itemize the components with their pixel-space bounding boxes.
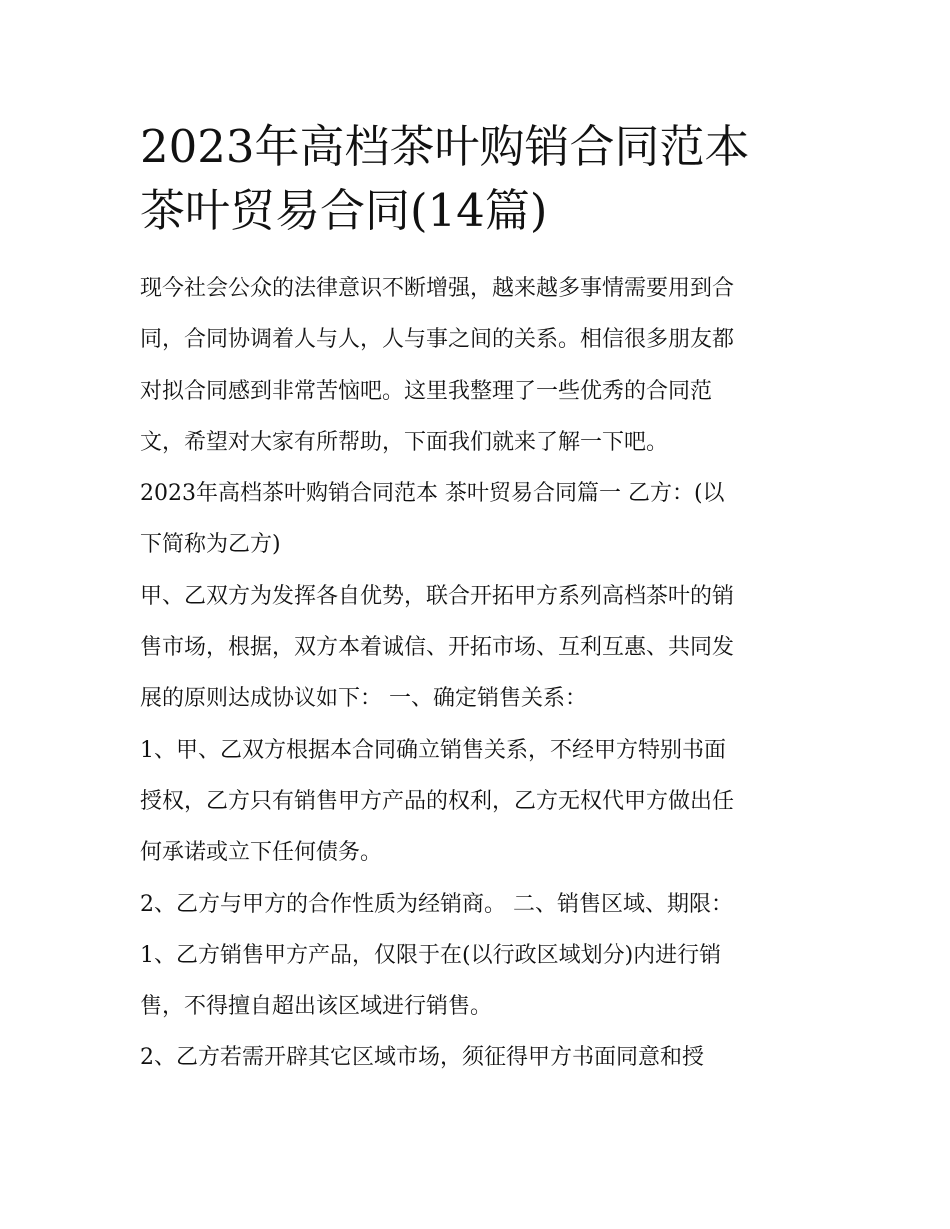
- body-line: 下简称为乙方): [140, 532, 281, 558]
- body-line: 现今社会公众的法律意识不断增强，越来越多事情需要用到合: [140, 276, 735, 301]
- body-line: 售，不得擅自超出该区域进行销售。: [140, 994, 493, 1020]
- body-line: 1、甲、乙双方根据本合同确立销售关系，不经甲方特别书面: [140, 737, 726, 763]
- title-line-1: 2023年高档茶叶购销合同范本: [140, 120, 750, 173]
- body-line: 1、乙方销售甲方产品，仅限于在(以行政区域划分)内进行销: [140, 942, 722, 968]
- body-line: 文，希望对大家有所帮助，下面我们就来了解一下吧。: [140, 429, 669, 455]
- body-line: 2、乙方若需开辟其它区域市场，须征得甲方书面同意和授: [140, 1045, 704, 1071]
- body-line: 何承诺或立下任何债务。: [140, 840, 383, 866]
- body-line: 授权，乙方只有销售甲方产品的权利，乙方无权代甲方做出任: [140, 788, 735, 814]
- document-content: [140, 115, 820, 1084]
- body-line: 对拟合同感到非常苦恼吧。这里我整理了一些优秀的合同范: [140, 378, 713, 404]
- document-title: [140, 115, 820, 243]
- body-line: 2023年高档茶叶购销合同范本 茶叶贸易合同篇一 乙方：(以: [140, 481, 725, 507]
- title-line-2: 茶叶贸易合同(14篇): [140, 184, 548, 237]
- document-body: [140, 263, 820, 1084]
- body-line: 展的原则达成协议如下： 一、确定销售关系：: [140, 686, 587, 712]
- body-line: 同，合同协调着人与人，人与事之间的关系。相信很多朋友都: [140, 327, 735, 353]
- body-line: 2、乙方与甲方的合作性质为经销商。 二、销售区域、期限：: [140, 891, 733, 917]
- body-line: 甲、乙双方为发挥各自优势，联合开拓甲方系列高档茶叶的销: [140, 583, 735, 609]
- body-line: 售市场，根据，双方本着诚信、开拓市场、互利互惠、共同发: [140, 635, 735, 661]
